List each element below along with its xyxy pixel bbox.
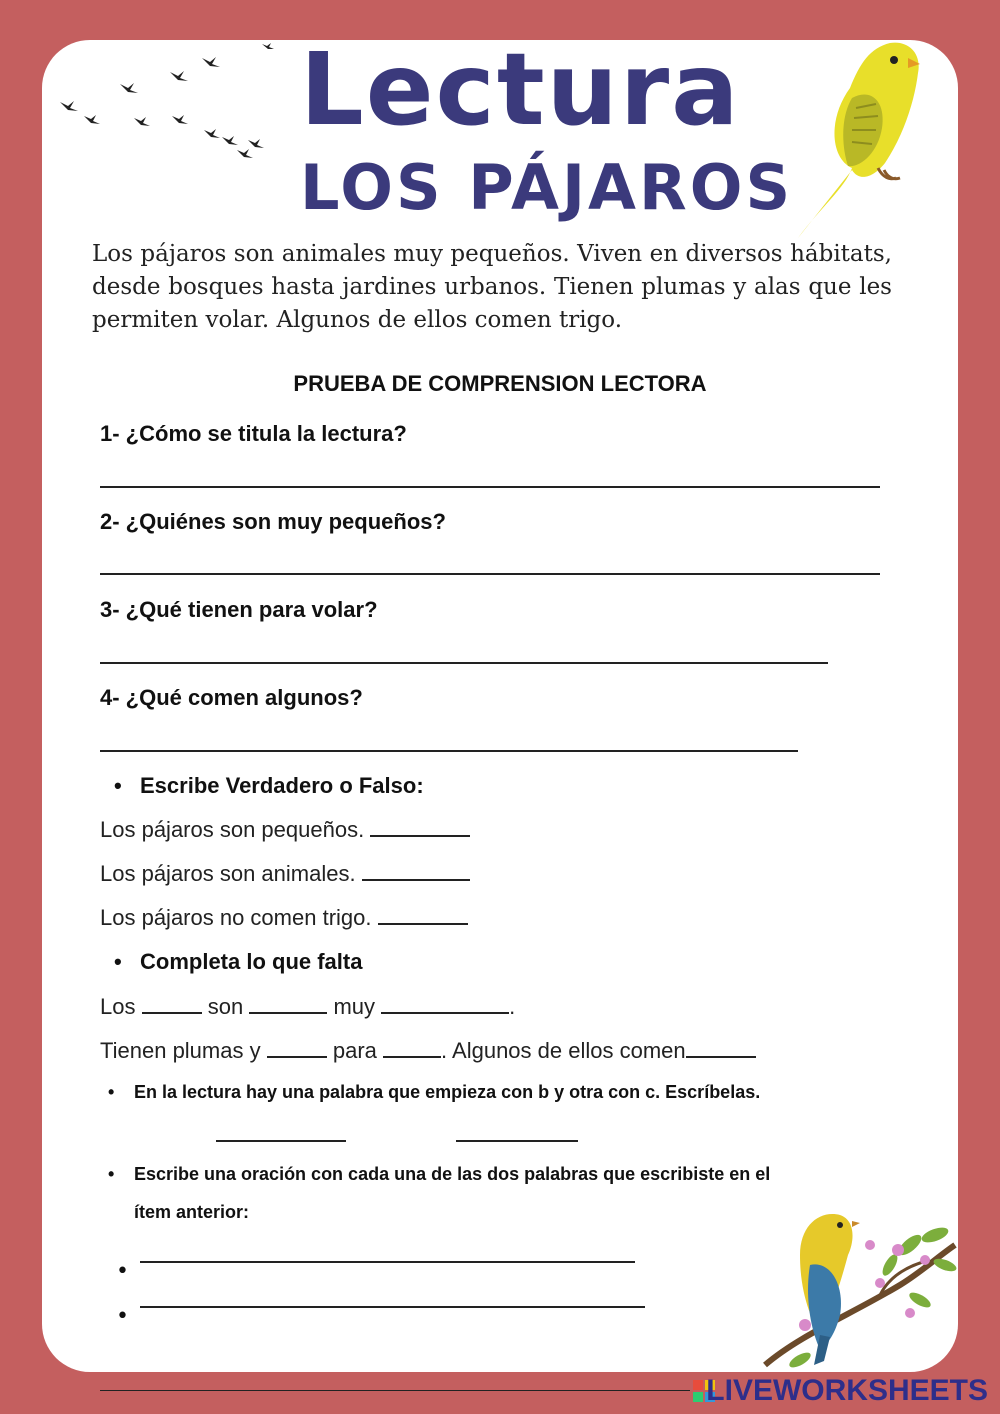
- true-false-statement: Los pájaros son animales.: [100, 861, 356, 886]
- question-3: 3- ¿Qué tienen para volar?: [100, 597, 378, 622]
- liveworksheets-brand: LIVEWORKSHEETS: [706, 1374, 988, 1407]
- complete-blank[interactable]: [142, 994, 202, 1014]
- answer-line-4[interactable]: [100, 750, 798, 752]
- complete-blank[interactable]: [249, 994, 327, 1014]
- true-false-item: [100, 905, 468, 931]
- flock-illustration: [52, 40, 282, 165]
- test-heading: PRUEBA DE COMPRENSION LECTORA: [293, 371, 707, 396]
- complete-blank[interactable]: [383, 1038, 441, 1058]
- yellow-bird-illustration: [790, 38, 930, 243]
- question-4: 4- ¿Qué comen algunos?: [100, 685, 363, 710]
- sentence-line-1[interactable]: [140, 1261, 635, 1263]
- true-false-heading: • Escribe Verdadero o Falso:: [140, 773, 424, 799]
- words-heading-text: En la lectura hay una palabra que empieza con b y otra con c. Escríbelas.: [134, 1082, 761, 1102]
- footer-line: [100, 1390, 690, 1391]
- answer-line-2[interactable]: [100, 573, 880, 575]
- worksheet-subtitle: LOS PÁJAROS: [300, 151, 794, 224]
- complete-line-2: [100, 1038, 756, 1064]
- complete-text: . Algunos de ellos comen: [441, 1038, 686, 1063]
- words-heading: • En la lectura hay una palabra que empieza con b y otra con c. Escríbelas.: [108, 1082, 761, 1102]
- answer-line-1[interactable]: [100, 486, 880, 488]
- sentences-heading: • Escribe una oración con cada una de las dos palabras que escribiste en el ítem anterior:: [108, 1164, 771, 1222]
- complete-heading: • Completa lo que falta: [140, 949, 362, 975]
- complete-text: Tienen plumas y: [100, 1038, 261, 1063]
- true-false-blank[interactable]: [362, 861, 470, 881]
- word-b-line[interactable]: [216, 1140, 346, 1142]
- true-false-blank[interactable]: [370, 817, 470, 837]
- complete-text: muy: [333, 994, 376, 1019]
- true-false-blank[interactable]: [378, 905, 468, 925]
- sentence-line-2[interactable]: [140, 1306, 645, 1308]
- answer-line-3[interactable]: [100, 662, 828, 664]
- true-false-statement: Los pájaros son pequeños.: [100, 817, 365, 842]
- complete-blank[interactable]: [267, 1038, 327, 1058]
- complete-text: para: [332, 1038, 377, 1063]
- complete-blank[interactable]: [381, 994, 509, 1014]
- worksheet-title: Lectura: [300, 31, 741, 148]
- true-false-item: [100, 861, 470, 887]
- true-false-item: [100, 817, 470, 843]
- reading-text: Los pájaros son animales muy pequeños. Viven en diversos hábitats, desde bosques hasta jardines urbanos. Tienen plumas y alas que les permiten volar. Algunos de ellos comen trigo.: [92, 241, 892, 333]
- complete-text: .: [509, 994, 516, 1019]
- complete-text: Los: [100, 994, 136, 1019]
- sentences-heading-text: Escribe una oración con cada una de las dos palabras que escribiste en el: [134, 1164, 771, 1184]
- complete-text: son: [207, 994, 244, 1019]
- question-2: 2- ¿Quiénes son muy pequeños?: [100, 509, 446, 534]
- complete-blank[interactable]: [686, 1038, 756, 1058]
- complete-line-1: [100, 994, 515, 1020]
- word-c-line[interactable]: [456, 1140, 578, 1142]
- true-false-statement: Los pájaros no comen trigo.: [100, 905, 372, 930]
- sentences-heading-text-2: ítem anterior:: [134, 1202, 250, 1222]
- bird-on-branch-illustration: [760, 1205, 960, 1375]
- question-1: 1- ¿Cómo se titula la lectura?: [100, 421, 407, 446]
